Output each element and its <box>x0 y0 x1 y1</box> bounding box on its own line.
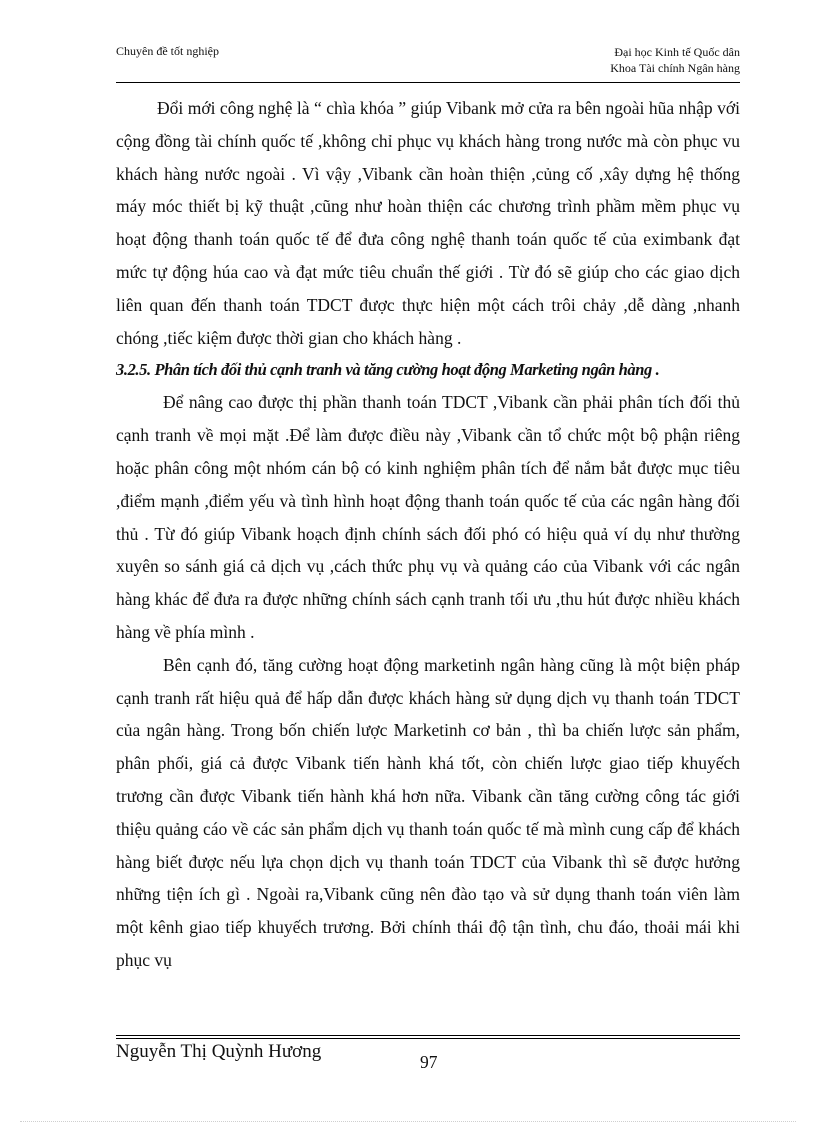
paragraph-technology: Đổi mới công nghệ là “ chìa khóa ” giúp Vibank mở cửa ra bên ngoài hũa nhập với cộng đồng tài chính quốc tế ,không chỉ phục vụ khách hàng trong nước mà còn phục vu khách hàng nước ngoài . Vì vậy ,Vibank cần hoàn thiện ,củng cố ,xây dựng hệ thống máy móc thiết bị kỹ thuật ,cũng như hoàn thiện các chương trình phầm mềm phục vụ hoạt động thanh toán quốc tế để đưa công nghệ thanh toán quốc tế của eximbank đạt mức tự động húa cao và đạt mức tiêu chuẩn thế giới . Từ đó sẽ giúp cho các giao dịch liên quan đến thanh toán TDCT được thực hiện một cách trôi chảy ,dễ dàng ,nhanh chóng ,tiếc kiệm được thời gian cho khách hàng . <box>116 98 740 348</box>
section-heading: 3.2.5. Phân tích đối thủ cạnh tranh và tăng cường hoạt động Marketing ngân hàng . <box>116 360 660 380</box>
header-rule <box>116 82 740 83</box>
footer-rule-bottom <box>116 1038 740 1039</box>
page-body <box>116 92 740 977</box>
paragraph-marketing: Bên cạnh đó, tăng cường hoạt động marketinh ngân hàng cũng là một biện pháp cạnh tranh rất hiệu quả để hấp dẫn được khách hàng sử dụng dịch vụ thanh toán TDCT của ngân hàng. Trong bốn chiến lược Marketinh cơ bản , thì ba chiến lược sản phẩm, phân phối, giá cả được Vibank tiến hành khá tốt, còn chiến lược giao tiếp khuyếch trương cần được Vibank tiến hành khá hơn nữa. Vibank cần tăng cường công tác giới thiệu quảng cáo về các sản phẩm dịch vụ thanh toán quốc tế mà mình cung cấp để khách hàng biết được nếu lựa chọn dịch vụ thanh toán TDCT của Vibank thì sẽ được hưởng những tiện ích gì . Ngoài ra,Vibank cũng nên đào tạo và sử dụng thanh toán viên làm một kênh giao tiếp khuyếch trương. Bởi chính thái độ tận tình, chu đáo, thoải mái khi phục vụ <box>116 654 740 970</box>
header-document-type: Chuyên đề tốt nghiệp <box>116 44 219 58</box>
footer-author: Nguyễn Thị Quỳnh Hương <box>116 1041 322 1062</box>
header-faculty: Khoa Tài chính Ngân hàng <box>610 61 740 75</box>
page-header <box>116 44 740 84</box>
header-university: Đại học Kinh tế Quốc dân <box>614 45 740 59</box>
header-institution <box>610 44 740 76</box>
paragraph-competitor-analysis: Để nâng cao được thị phần thanh toán TDCT ,Vibank cần phải phân tích đối thủ cạnh tranh về mọi mặt .Để làm được điều này ,Vibank cần tổ chức một bộ phận riêng hoặc phân công một nhóm cán bộ có kinh nghiệm phân tích để nắm bắt được mục tiêu ,điểm mạnh ,điểm yếu và tình hình hoạt động thanh toán quốc tế của các ngân hàng đối thủ . Từ đó giúp Vibank hoạch định chính sách đối phó có hiệu quả ví dụ như thường xuyên so sánh giá cả dịch vụ ,cách thức phụ vụ và quảng cáo của Vibank với các ngân hàng khác để đưa ra được những chính sách cạnh tranh tối ưu ,thu hút được nhiều khách hàng về phía mình . <box>116 392 740 642</box>
page-number: 97 <box>420 1052 438 1072</box>
page-edge-dots <box>20 1121 796 1122</box>
footer-rule-top <box>116 1035 740 1036</box>
